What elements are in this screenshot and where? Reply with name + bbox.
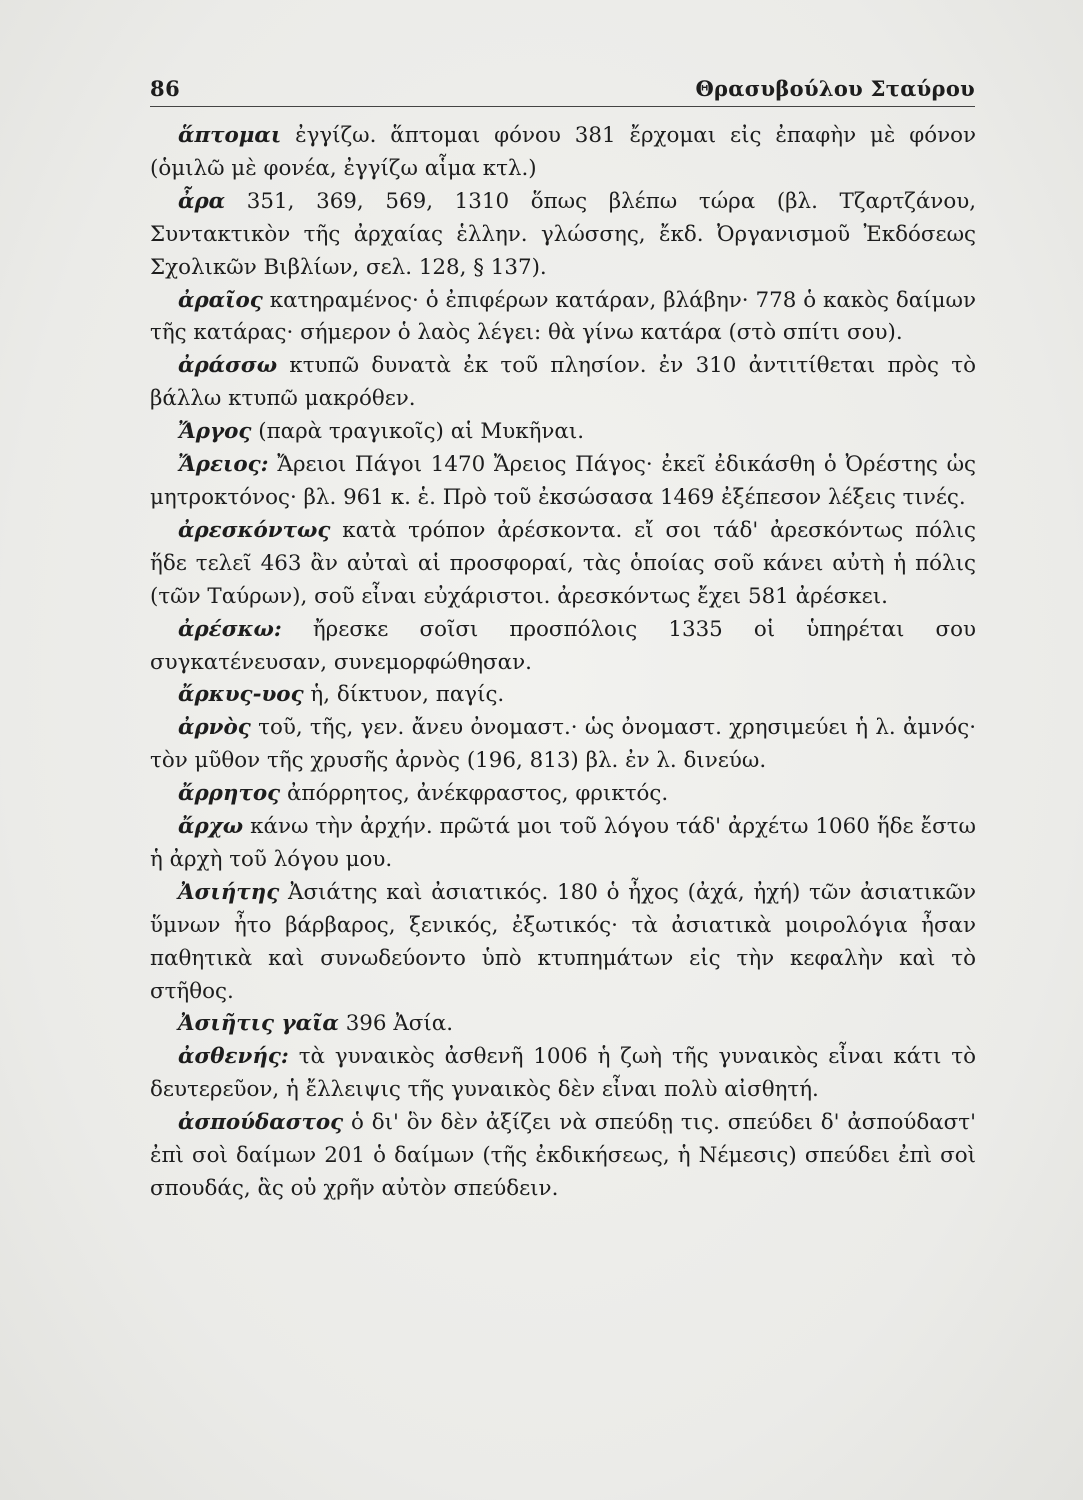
entry-lemma: ἄρκυς-υος — [178, 682, 304, 708]
entry-text: ἐγγίζω. ἅπτομαι φόνου 381 ἔρχομαι εἰς ἐπαφὴν μὲ φόνον (ὁμιλῶ μὲ φονέα, ἐγγίζω αἷμα κτλ.) — [150, 123, 976, 181]
entry-text: τοῦ, τῆς, γεν. ἄνευ ὀνομαστ.· ὡς ὀνομαστ. χρησιμεύει ἡ λ. ἀμνός· τὸν μῦθον τῆς χρυσῆς ἀρνὸς (196, 813) βλ. ἐν λ. δινεύω. — [150, 715, 976, 774]
entry-text: ὁ δι' ὃν δὲν ἀξίζει νὰ σπεύδῃ τις. σπεύδει δ' ἀσπούδαστ' ἐπὶ σοὶ δαίμων 201 ὁ δαίμων (τῆς ἐκδικήσεως, ἡ Νέμεσις) σπεύδει ἐπὶ σοὶ σπουδάς, ἃς οὐ χρῆν αὐτὸν σπεύδειν. — [150, 1110, 976, 1201]
glossary-entry — [150, 778, 976, 811]
entry-lemma: ἀρέσκω: — [178, 616, 282, 642]
page-number: 86 — [150, 76, 181, 101]
glossary-entry — [150, 614, 976, 680]
entry-lemma: ἄρρητος — [178, 781, 281, 807]
entry-lemma: ἀσθενής: — [178, 1044, 289, 1070]
glossary-entry — [150, 679, 976, 712]
running-head — [150, 76, 975, 107]
entry-text: κατηραμένος· ὁ ἐπιφέρων κατάραν, βλάβην· 778 ὁ κακὸς δαίμων τῆς κατάρας· σήμερον ὁ λαὸς λέγει: θὰ γίνω κατάρα (στὸ σπίτι σου). — [150, 287, 976, 346]
entry-text: ἡ, δίκτυον, παγίς. — [303, 682, 505, 708]
entry-text: τὰ γυναικὸς ἀσθενῆ 1006 ἡ ζωὴ τῆς γυναικὸς εἶναι κάτι τὸ δευτερεῦον, ἡ ἔλλειψις τῆς γυναικὸς δὲν εἶναι πολὺ αἰσθητή. — [150, 1044, 976, 1103]
entry-lemma: Ἄρειος: — [178, 452, 269, 478]
entry-lemma: Ἀσιήτης — [178, 879, 280, 905]
glossary-entry — [150, 712, 976, 778]
entry-text: (παρὰ τραγικοῖς) αἱ Μυκῆναι. — [251, 419, 585, 445]
entry-text: Ἀσιάτης καὶ ἀσιατικός. 180 ὁ ἦχος (ἀχά, ἠχή) τῶν ἀσιατικῶν ὕμνων ἦτο βάρβαρος, ξενικός, ἐξωτικός· τὰ ἀσιατικὰ μοιρολόγια ἦσαν παθητικὰ καὶ συνωδεύοντο ὑπὸ κτυπημάτων εἰς τὴν κεφαλὴν καὶ τὸ στῆθος. — [150, 879, 976, 1004]
glossary-entry — [150, 449, 976, 515]
entry-text: 396 Ἀσία. — [338, 1011, 453, 1037]
entry-lemma: ἆρα — [178, 188, 226, 214]
glossary-entry — [150, 1107, 976, 1206]
entry-text: κτυπῶ δυνατὰ ἐκ τοῦ πλησίον. ἐν 310 ἀντιτίθεται πρὸς τὸ βάλλω κτυπῶ μακρόθεν. — [150, 353, 976, 412]
glossary-entry — [150, 515, 976, 614]
glossary-entry — [150, 186, 976, 285]
entry-lemma: ἀρνὸς — [178, 715, 251, 741]
glossary-entry — [150, 811, 976, 877]
running-title: Θρασυβούλου Σταύρου — [695, 76, 975, 101]
entry-lemma: Ἀσιῆτις γαῖα — [178, 1011, 339, 1037]
glossary-entry — [150, 285, 976, 351]
entry-lemma: ἀράσσω — [178, 353, 278, 379]
entry-lemma: ἀρεσκόντως — [178, 517, 331, 543]
entry-text: ἀπόρρητος, ἀνέκφραστος, φρικτός. — [280, 781, 669, 807]
entry-lemma: ἅπτομαι — [178, 123, 282, 148]
glossary-entry — [150, 1008, 976, 1041]
entry-text: κατὰ τρόπον ἀρέσκοντα. εἴ σοι τάδ' ἀρεσκόντως πόλις ἥδε τελεῖ 463 ἂν αὐταὶ αἱ προσφοραί, τὰς ὁποίας σοῦ κάνει αὐτὴ ἡ πόλις (τῶν Ταύρων), σοῦ εἶναι εὐχάριστοι. ἀρεσκόντως ἔχει 581 ἀρέσκει. — [150, 517, 976, 609]
entry-text: Ἄρειοι Πάγοι 1470 Ἄρειος Πάγος· ἐκεῖ ἐδικάσθη ὁ Ὀρέστης ὡς μητροκτόνος· βλ. 961 κ. ἑ. Πρὸ τοῦ ἐκσώσασα 1469 ἐξέπεσον λέξεις τινές. — [150, 452, 976, 510]
glossary-entry — [150, 416, 976, 449]
glossary-entry — [150, 1041, 976, 1107]
glossary-body — [150, 120, 976, 1206]
glossary-entry — [150, 350, 976, 416]
entry-lemma: ἀραῖος — [178, 287, 263, 313]
entry-lemma: Ἄργος — [178, 419, 252, 445]
entry-text: 351, 369, 569, 1310 ὅπως βλέπω τώρα (βλ. Τζαρτζάνου, Συντακτικὸν τῆς ἀρχαίας ἑλλην. γλώσσης, ἔκδ. Ὀργανισμοῦ Ἐκδόσεως Σχολικῶν Βιβλίων, σελ. 128, § 137). — [150, 188, 976, 280]
entry-lemma: ἄρχω — [178, 814, 244, 840]
glossary-entry — [150, 120, 976, 186]
glossary-entry — [150, 877, 976, 1009]
entry-text: κάνω τὴν ἀρχήν. πρῶτά μοι τοῦ λόγου τάδ' ἀρχέτω 1060 ἥδε ἔστω ἡ ἀρχὴ τοῦ λόγου μου. — [150, 814, 976, 872]
entry-text: ἤρεσκε σοῖσι προσπόλοις 1335 οἱ ὑπηρέται σου συγκατένευσαν, συνεμορφώθησαν. — [150, 616, 976, 675]
entry-lemma: ἀσπούδαστος — [178, 1110, 344, 1136]
